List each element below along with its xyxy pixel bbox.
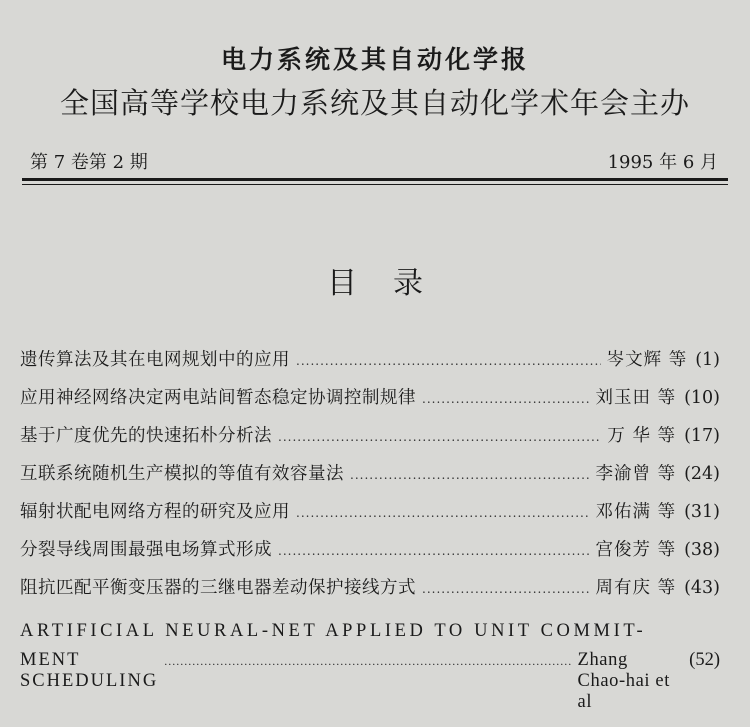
toc-entry-author: 李渝曾 等 bbox=[595, 464, 677, 484]
toc-entry-author: 宫俊芳 等 bbox=[595, 540, 677, 560]
toc-entry-author: 万 华 等 bbox=[607, 426, 677, 446]
toc-entry[interactable] bbox=[20, 498, 720, 536]
toc-entry-page: (38) bbox=[684, 540, 720, 560]
toc-leader-dots bbox=[350, 468, 590, 482]
toc-entry-title: 分裂导线周围最强电场算式形成 bbox=[20, 540, 272, 560]
header-rule-thick bbox=[22, 178, 728, 181]
toc-entry-title: 遗传算法及其在电网规划中的应用 bbox=[20, 350, 290, 370]
toc-entry-page: (31) bbox=[684, 502, 720, 522]
toc-entry-title-line2: MENT SCHEDULING bbox=[20, 650, 159, 691]
toc-entry-page: (43) bbox=[684, 578, 720, 598]
toc-entry-author: 周有庆 等 bbox=[595, 578, 677, 598]
toc-entry-page: (24) bbox=[684, 464, 720, 484]
toc-entry[interactable] bbox=[20, 422, 720, 460]
toc-leader-dots bbox=[296, 354, 601, 368]
journal-title: 电力系统及其自动化学报 bbox=[220, 45, 529, 74]
toc-entry-english[interactable] bbox=[20, 612, 720, 712]
toc-entry[interactable] bbox=[20, 346, 720, 384]
toc-leader-dots bbox=[422, 582, 590, 596]
toc-entry[interactable] bbox=[20, 384, 720, 422]
toc-leader-dots bbox=[278, 430, 601, 444]
toc-entry-author: 岑文辉 等 bbox=[606, 350, 688, 370]
toc-entry-title: 阻抗匹配平衡变压器的三继电器差动保护接线方式 bbox=[20, 578, 416, 598]
toc-entry-title: 基于广度优先的快速拓朴分析法 bbox=[20, 426, 272, 446]
journal-sponsor: 全国高等学校电力系统及其自动化学术年会主办 bbox=[59, 86, 690, 120]
issue-info bbox=[30, 148, 718, 174]
toc-entry-page: (52) bbox=[689, 650, 720, 670]
toc-entry-title: 互联系统随机生产模拟的等值有效容量法 bbox=[20, 464, 344, 484]
toc-entry-page: (17) bbox=[684, 426, 720, 446]
table-of-contents bbox=[20, 346, 720, 712]
toc-entry-page: (1) bbox=[695, 350, 720, 370]
toc-entry[interactable] bbox=[20, 574, 720, 612]
toc-entry[interactable] bbox=[20, 460, 720, 498]
volume-issue: 第 7 卷第 2 期 bbox=[30, 152, 148, 173]
toc-entry[interactable] bbox=[20, 536, 720, 574]
issue-date: 1995 年 6 月 bbox=[607, 152, 718, 173]
toc-leader-dots bbox=[422, 392, 590, 406]
toc-entry-author: 邓佑满 等 bbox=[595, 502, 677, 522]
toc-leader-dots bbox=[164, 654, 571, 669]
toc-entry-title: 应用神经网络决定两电站间暂态稳定协调控制规律 bbox=[20, 388, 416, 408]
toc-entry-author: Zhang Chao-hai et al bbox=[577, 650, 670, 712]
contents-heading: 目录 bbox=[327, 266, 459, 301]
toc-entry-title: 辐射状配电网络方程的研究及应用 bbox=[20, 502, 290, 522]
toc-entry-author: 刘玉田 等 bbox=[595, 388, 677, 408]
toc-entry-page: (10) bbox=[684, 388, 720, 408]
toc-leader-dots bbox=[278, 544, 590, 558]
toc-entry-title-line1: ARTIFICIAL NEURAL-NET APPLIED TO UNIT COMMIT- bbox=[20, 621, 647, 641]
toc-leader-dots bbox=[296, 506, 590, 520]
header-rule-thin bbox=[22, 184, 728, 185]
toc-entry-line2 bbox=[20, 650, 720, 712]
